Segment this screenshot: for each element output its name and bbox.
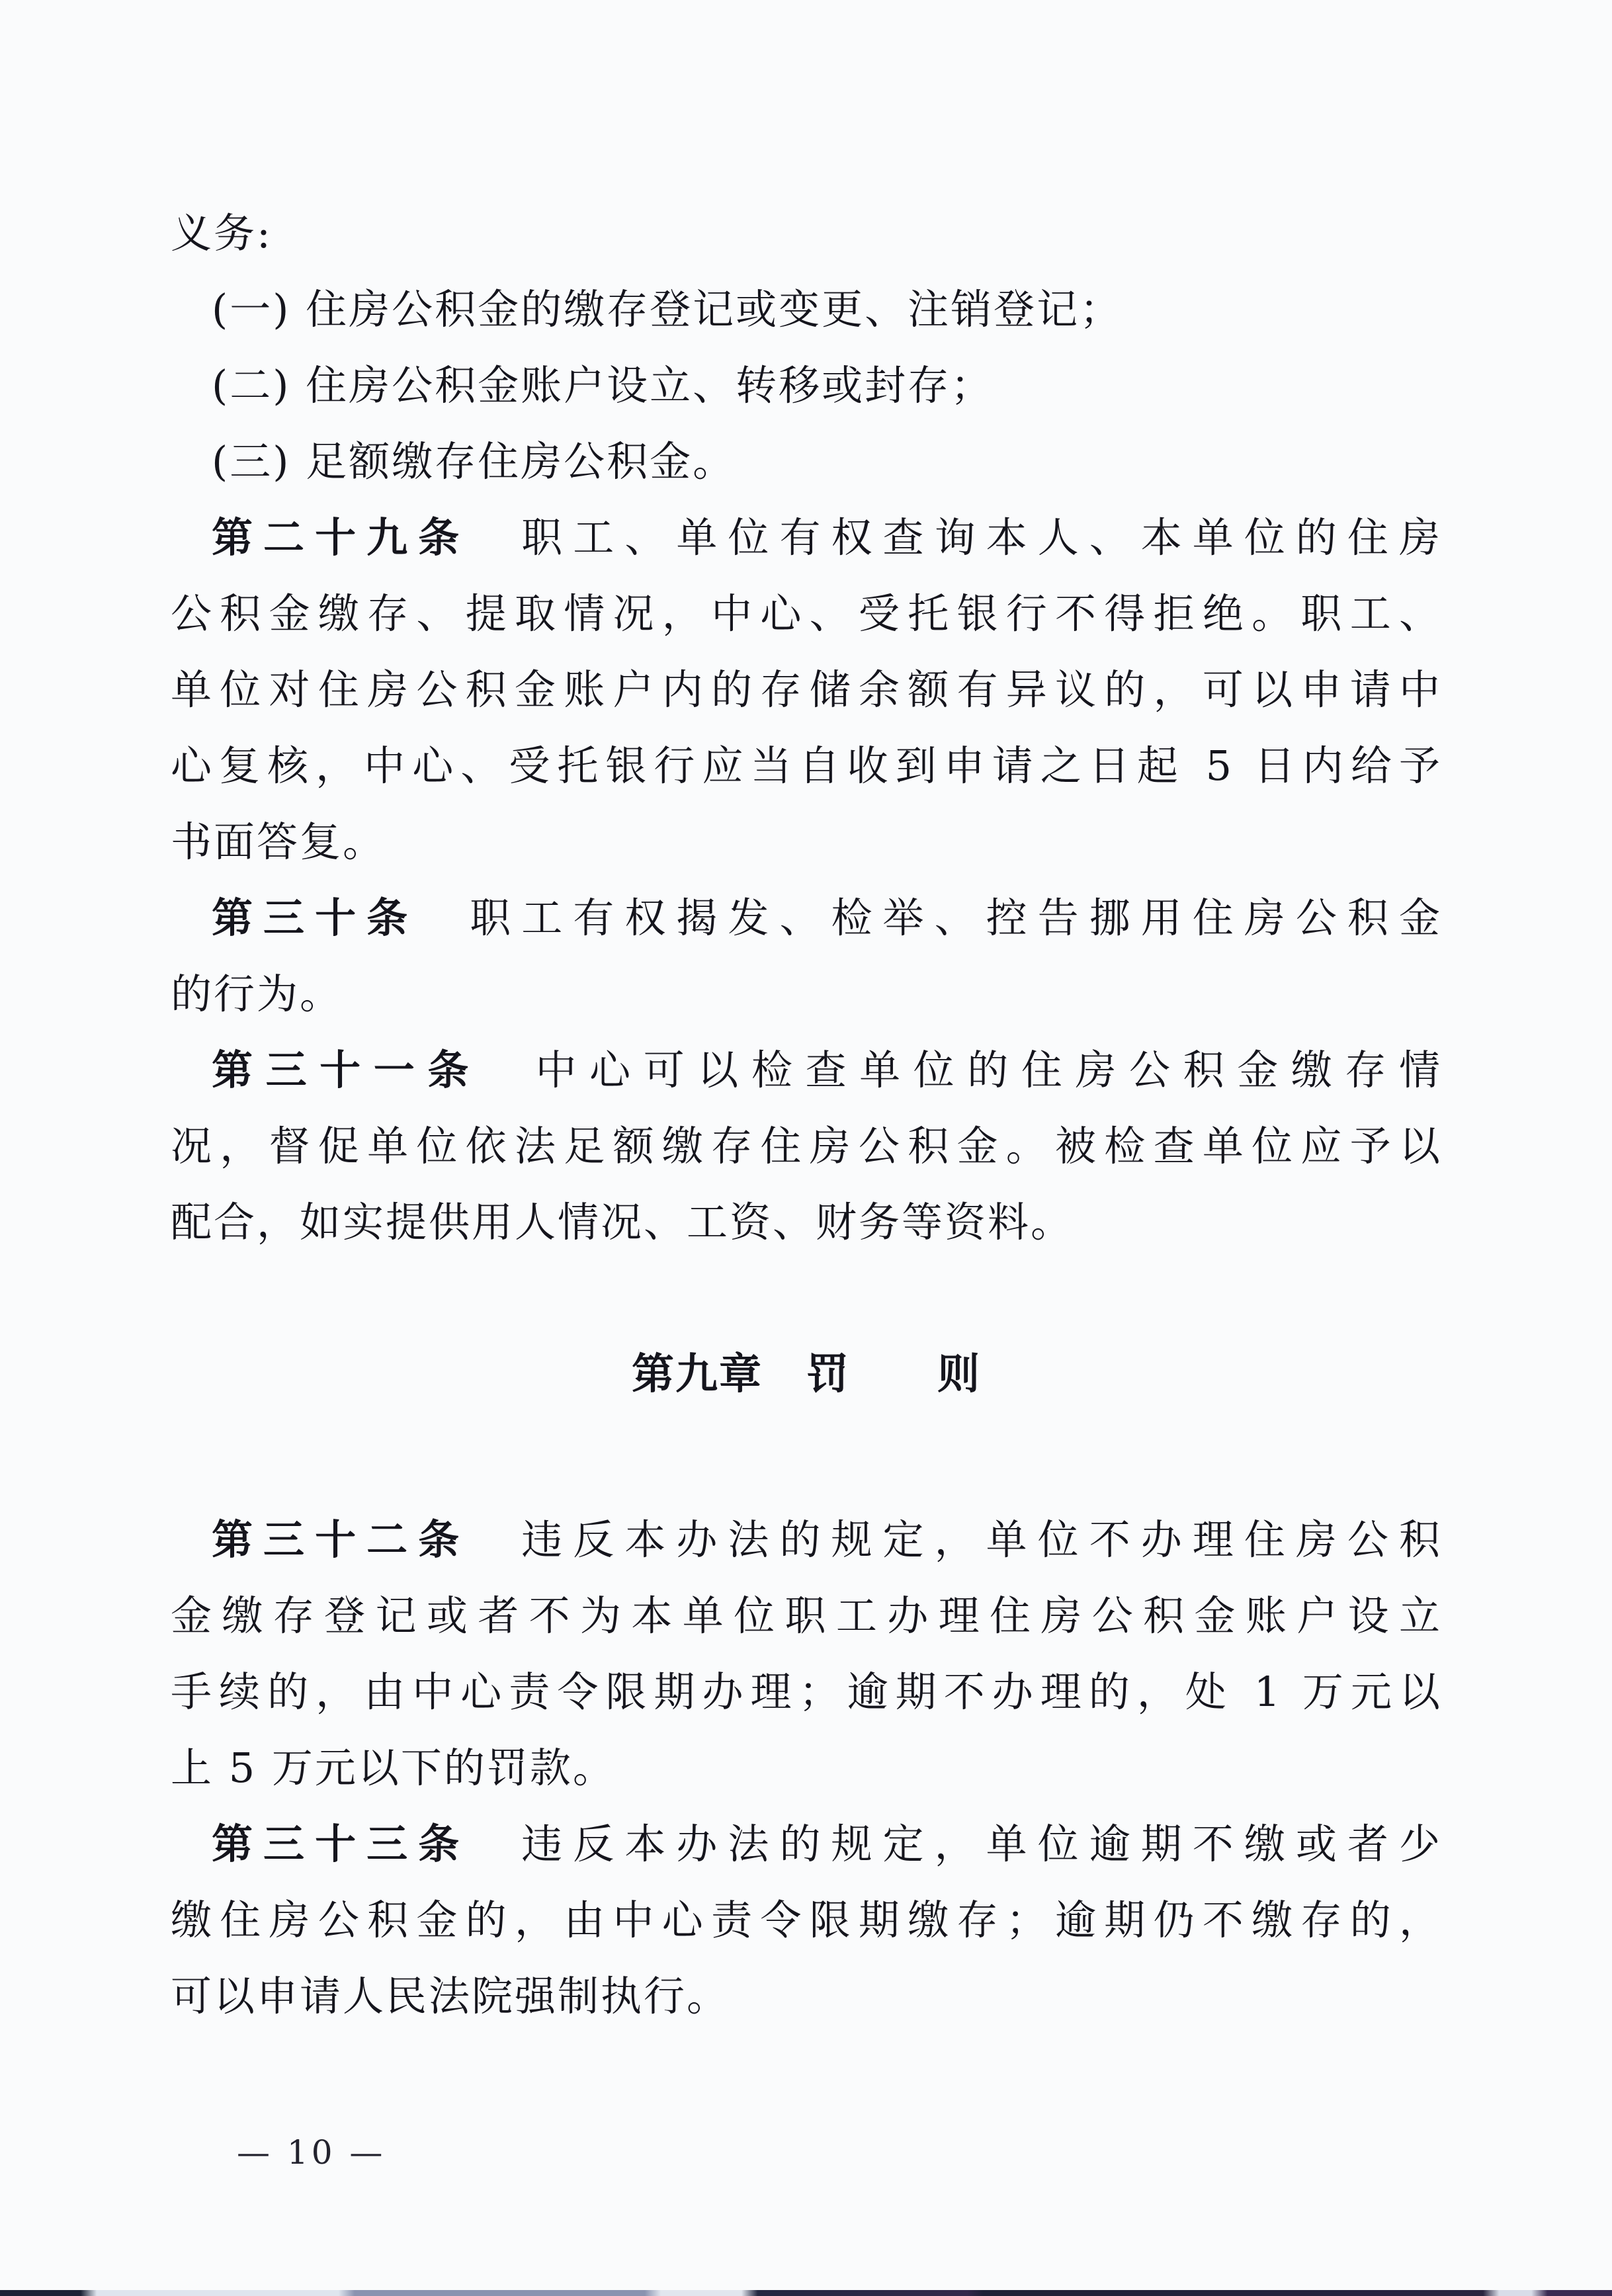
document-body (171, 195, 1442, 2034)
line-text: 况，督促单位依法足额缴存住房公积金。被检查单位应予以 (171, 1122, 1442, 1170)
line-text: 可以申请人民法院强制执行。 (171, 1972, 730, 2020)
body-line (171, 1502, 1442, 1578)
line-text: 上 5 万元以下的罚款。 (171, 1744, 616, 1792)
body-line (171, 1806, 1442, 1882)
line-text: 配合，如实提供用人情况、工资、财务等资料。 (171, 1198, 1074, 1246)
body-line (171, 956, 1442, 1032)
line-text: (三) 足额缴存住房公积金。 (212, 437, 736, 486)
page-number: — 10 — (237, 2133, 386, 2172)
line-text: 职工有权揭发、检举、控告挪用住房公积金 (418, 894, 1442, 942)
body-line (171, 1654, 1442, 1730)
body-line (171, 880, 1442, 956)
article-number: 第三十三条 (212, 1820, 470, 1868)
body-line (171, 195, 1442, 271)
body-line (171, 271, 1442, 347)
line-text: 违反本办法的规定，单位不办理住房公积 (470, 1515, 1442, 1564)
body-line (171, 652, 1442, 728)
line-text: 的行为。 (171, 970, 343, 1018)
body-line (171, 1730, 1442, 1806)
line-text: 心复核，中心、受托银行应当自收到申请之日起 5 日内给予 (171, 742, 1442, 790)
body-line (171, 1958, 1442, 2034)
body-line (171, 1032, 1442, 1108)
line-text: 违反本办法的规定，单位逾期不缴或者少 (470, 1820, 1442, 1868)
body-line (171, 575, 1442, 652)
line-text: 中心可以检查单位的住房公积金缴存情 (481, 1046, 1442, 1094)
line-text: (二) 住房公积金账户设立、转移或封存； (212, 361, 994, 409)
line-text: 缴住房公积金的，由中心责令限期缴存；逾期仍不缴存的， (171, 1896, 1442, 1944)
body-line (171, 1882, 1442, 1958)
line-text: (一) 住房公积金的缴存登记或变更、注销登记； (212, 285, 1123, 333)
line-text: 义务: (171, 209, 273, 257)
body-line (171, 1108, 1442, 1184)
line-text: 公积金缴存、提取情况，中心、受托银行不得拒绝。职工、 (171, 589, 1442, 638)
body-line (171, 1578, 1442, 1654)
article-number: 第三十条 (212, 894, 419, 942)
line-text: 手续的，由中心责令限期办理；逾期不办理的，处 1 万元以 (171, 1668, 1442, 1716)
chapter-heading: 第九章 罚 则 (632, 1349, 981, 1399)
line-text: 职工、单位有权查询本人、本单位的住房 (470, 513, 1442, 562)
line-text: 单位对住房公积金账户内的存储余额有异议的，可以申请中 (171, 665, 1442, 714)
body-line (171, 499, 1442, 575)
scan-edge-artifact (0, 2290, 1612, 2296)
body-line (171, 804, 1442, 880)
body-line (171, 347, 1442, 423)
body-line (171, 728, 1442, 804)
article-number: 第三十一条 (212, 1046, 482, 1094)
body-line (171, 1184, 1442, 1260)
line-text: 金缴存登记或者不为本单位职工办理住房公积金账户设立 (171, 1592, 1442, 1640)
article-number: 第三十二条 (212, 1515, 470, 1564)
article-number: 第二十九条 (212, 513, 470, 562)
line-text: 书面答复。 (171, 818, 386, 866)
body-line (171, 423, 1442, 499)
